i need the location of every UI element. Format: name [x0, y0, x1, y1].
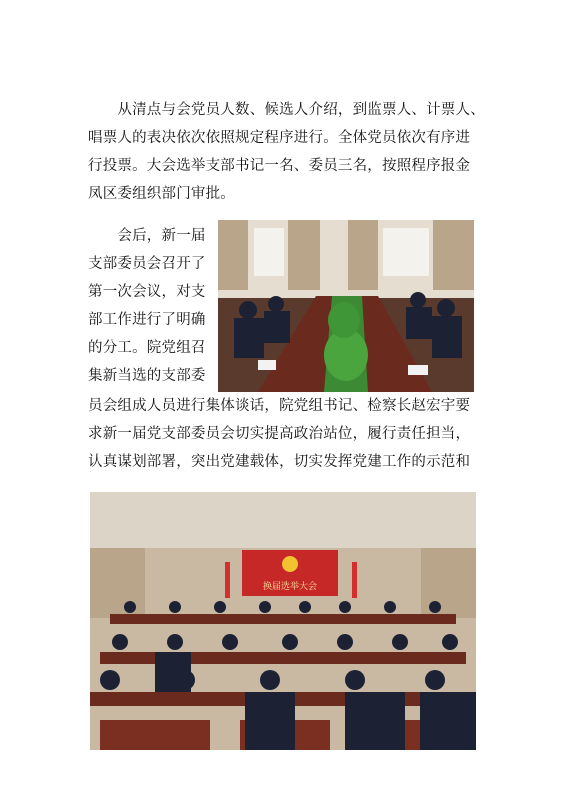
text-line: 认真谋划部署，突出党建载体，切实发挥党建工作的示范和 — [88, 454, 471, 470]
paragraph-2-narrow — [88, 222, 214, 390]
text-line: 求新一届党支部委员会切实提高政治站位，履行责任担当， — [88, 426, 471, 442]
election-conference-illustration — [90, 492, 476, 750]
meeting-photo — [218, 220, 474, 392]
text-line: 集新当选的支部委 — [88, 368, 206, 384]
text-line: 会后，新一届 — [88, 228, 206, 244]
text-line: 凤区委组织部门审批。 — [88, 186, 235, 202]
text-line: 支部委员会召开了 — [88, 256, 206, 272]
paragraph-1 — [88, 96, 488, 208]
text-line: 第一次会议，对支 — [88, 284, 206, 300]
text-line: 的分工。院党组召 — [88, 340, 206, 356]
text-line: 从清点与会党员人数、候选人介绍，到监票人、计票人、 — [88, 102, 485, 118]
text-line: 唱票人的表决依次依照规定程序进行。全体党员依次有序进 — [88, 130, 471, 146]
text-line: 部工作进行了明确 — [88, 312, 206, 328]
election-conference-photo — [90, 492, 476, 750]
text-line: 行投票。大会选举支部书记一名、委员三名，按照程序报金 — [88, 158, 471, 174]
meeting-photo-illustration — [218, 220, 474, 392]
text-line: 员会组成人员进行集体谈话，院党组书记、检察长赵宏宇要 — [88, 398, 471, 414]
paragraph-2-wide — [88, 392, 488, 476]
screen-title: 换届选举大会 — [262, 582, 318, 592]
